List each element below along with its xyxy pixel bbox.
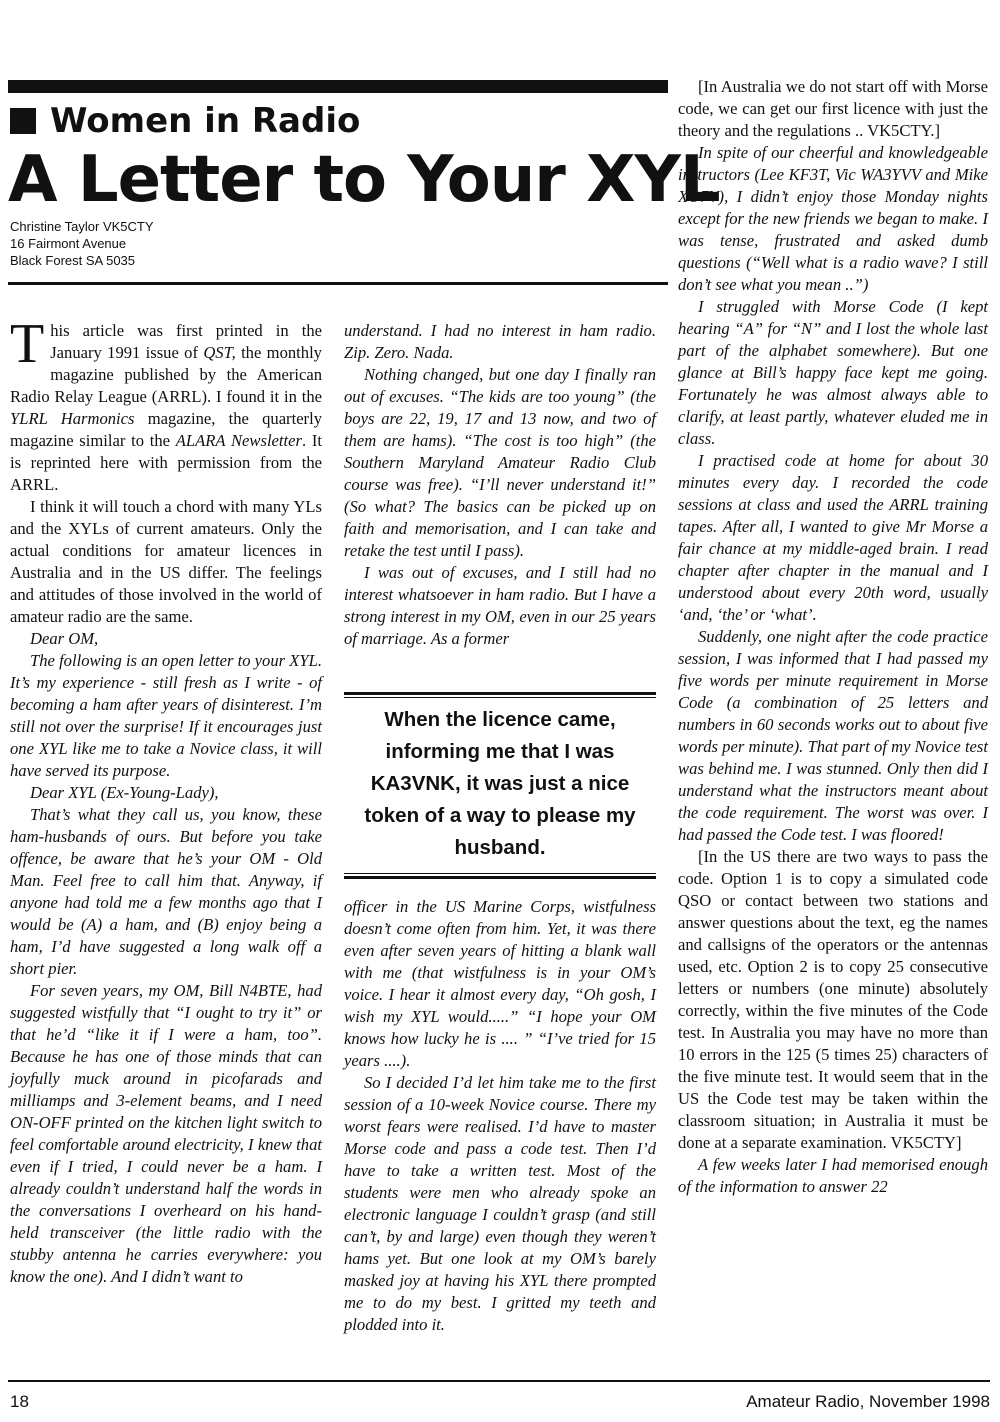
byline-rule [8,282,668,285]
paragraph: A few weeks later I had memorised enough of the information to answer 22 [678,1155,988,1196]
drop-cap: T [10,313,45,375]
paragraph: The following is an open letter to your XYL. It’s my experience - still fresh as I write - of becoming a ham after years of disinterest. I’m still not over the surprise! If it encourages just one XYL like me to take a Novice class, it will have served its purpose. [10,651,322,780]
section-heading [10,100,360,142]
pullquote-rule [344,692,656,695]
editor-note: [In the US there are two ways to pass the code. Option 1 is to copy a simulated code QSO or contact between two stations and answer questions about the text, eg the names and callsigns of the operators or the antennas used, etc. Option 2 is to copy 25 consecutive letters or numbers (one minute) absolutely correctly, within the five minutes of the Code test. In Australia you may have no more than 10 errors in the 125 (5 times 25) characters of the five minute test. It would seem that in the US the Code test may be taken within the classroom situation; in Australia it must be done at a separate examination. VK5CTY] [678,847,988,1152]
column-2 [344,320,656,650]
editor-note: [In Australia we do not start off with Morse code, we can get our first licence with just the theory and the regulations .. VK5CTY.] [678,77,988,140]
pullquote-rule [344,873,656,874]
paragraph: understand. I had no interest in ham radio. Zip. Zero. Nada. [344,321,656,362]
header-rule [8,80,668,93]
column-3 [678,76,988,1198]
paragraph: I was out of excuses, and I still had no interest whatsoever in ham radio. But I have a strong interest in my OM, even in our 25 years of marriage. As a former [344,563,656,648]
publication-line: Amateur Radio, November 1998 [746,1392,990,1411]
paragraph: officer in the US Marine Corps, wistfulness doesn’t come often from him. Yet, it was there even after seven years of hitting a blank wall with me (that wistfulness is in your OM’s voice. I hear it almost every day, “Oh gosh, I wish my XYL would.....” “I hope your OM knows how lucky he is .... ” “I’ve tried for 15 years ....). [344,897,656,1070]
author-street: 16 Fairmont Avenue [10,236,127,251]
square-bullet-icon [10,108,36,134]
paragraph: So I decided I’d let him take me to the first session of a 10-week Novice course. There my worst fears were realised. I’d have to master Morse code and pass a code test. Then I’d have to take a written test. Most of the students were men who already spoke an electronic language I couldn’t grasp (and still can’t, by and large) even though they weren’t hams yet. But one look at my OM’s barely masked joy at having his XYL there prompted me to do my best. I gritted my teeth and plodded into it. [344,1073,656,1334]
paragraph: In spite of our cheerful and knowledgeable instructors (Lee KF3T, Vic WA3YVV and Mike XO7V), I didn’t enjoy those Monday nights except for the new friends we began to make. I was tense, frustrated and asked dumb questions (“Well what is a radio wave? I still don’t see what you mean ..”) [678,143,988,294]
author-byline [10,218,154,269]
column-1 [10,313,322,1288]
section-label: Women in Radio [50,101,361,141]
column-2-continued [344,896,656,1336]
paragraph: For seven years, my OM, Bill N4BTE, had suggested wistfully that “I ought to try it” or that he’d “like it if I were a ham, too”. Because he has one of those minds that can joyfully muck around in picofarads and milliamps and 3-element beams, and I need ON-OFF printed on the kitchen light switch to feel comfortable around electricity, I knew that even if I tried, I could never be a ham. I already couldn’t understand half the words in the conversations I overheard on his hand-held transceiver (the little radio with the stubby antenna he carries everywhere: you know the one). And I didn’t want to [10,981,322,1286]
footer-rule [8,1380,990,1382]
paragraph: That’s what they call us, you know, these ham-husbands of ours. But before you take offence, be aware that he’s your OM - Old Man. Feel free to call him that. Anyway, if anyone had told me a few months ago that I would be (A) a ham, and (B) enjoy being a ham, I’d have suggested a long walk off a short pier. [10,805,322,978]
article-title: A Letter to Your XYL [8,143,720,217]
author-name: Christine Taylor VK5CTY [10,219,154,234]
paragraph: I struggled with Morse Code (I kept hearing “A” for “N” and I lost the whole last part of the alphabet somewhere). But one glance at Bill’s happy face kept me going. Fortunately he was almost always able to clarify, at least partly, whatever eluded me in class. [678,297,988,448]
pullquote-rule [344,697,656,698]
paragraph: Nothing changed, but one day I finally ran out of excuses. “The kids are too young” (the boys are 22, 19, 17 and 13 now, and two of them are hams). “The cost is too high” (the Southern Maryland Amateur Radio Club course was free). “I’ll never understand it!” (So what? The basics can be picked up on faith and memorisation, and I can take and retake the test until I pass). [344,365,656,560]
pull-quote: When the licence came, informing me that I was KA3VNK, it was just a nice token of a way to please my husband. [364,708,636,859]
paragraph: I think it will touch a chord with many YLs and the XYLs of current amateurs. Only the actual conditions for amateur licences in Australia and in the US differ. The feelings and attitudes of those involved in the world of amateur radio are the same. [10,497,322,626]
page-number: 18 [10,1392,29,1411]
salutation: Dear XYL (Ex-Young-Lady), [30,783,219,802]
paragraph: I practised code at home for about 30 minutes every day. I recorded the code sessions at class and used the ARRL training tapes. After all, I wanted to give Mr Morse a fair chance at my middle-aged brain. I read chapter after chapter in the manual and I understood about every 20th word, usually ‘and, ‘the’ or ‘what’. [678,451,988,624]
paragraph: Suddenly, one night after the code practice session, I was informed that I had passed my five words per minute requirement in Morse Code (a combination of 25 letters and numbers in 60 seconds works out to about five words per minute). That part of my Novice test was behind me. I was stunned. Only then did I understand what the instructors meant about the code requirement. The worst was over. I had passed the Code test. I was floored! [678,627,988,844]
salutation: Dear OM, [30,629,99,648]
author-town: Black Forest SA 5035 [10,253,136,268]
intro-paragraph: This article was first printed in the January 1991 issue of QST, the monthly magazine published by the American Radio Relay League (ARRL). I found it in the YLRL Harmonics magazine, the quarterly magazine similar to the ALARA Newsletter. It is reprinted here with permission from the ARRL. [10,313,322,494]
pullquote-rule [344,876,656,879]
